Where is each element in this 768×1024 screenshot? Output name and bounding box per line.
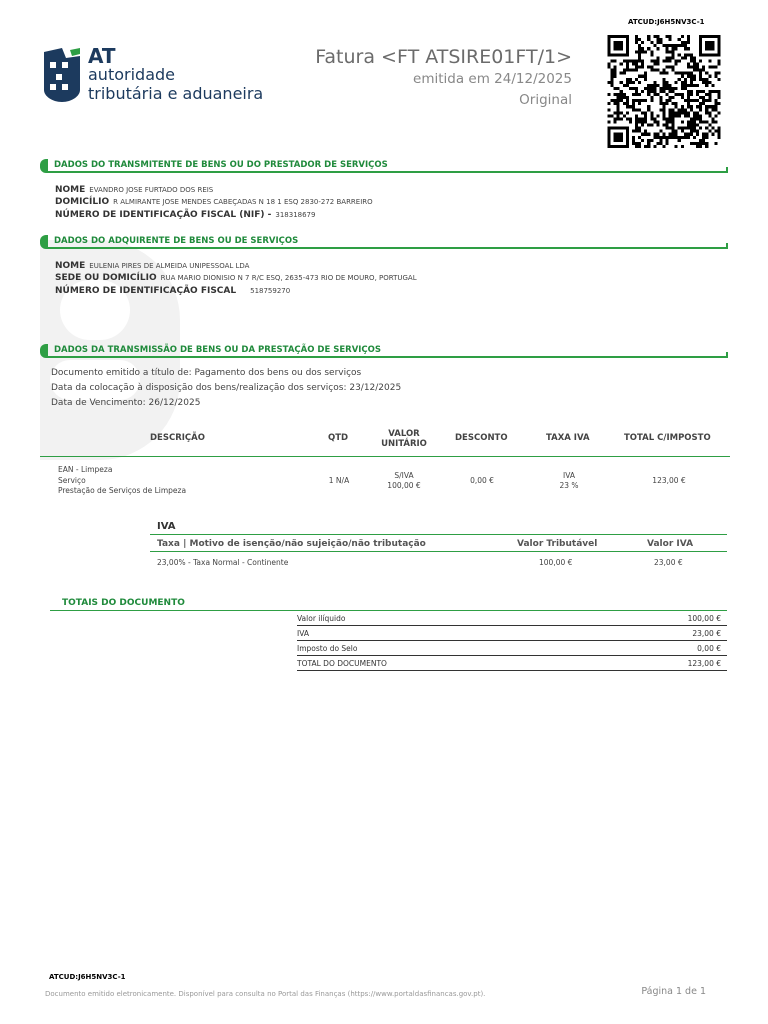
section-title: DADOS DO ADQUIRENTE DE BENS OU DE SERVIÇOS <box>54 236 299 246</box>
iva-value: 23,00 € <box>654 558 683 567</box>
iva-col-value: Valor IVA <box>647 539 694 549</box>
iva-col-base: Valor Tributável <box>517 539 598 549</box>
field-label: NOME <box>55 261 86 271</box>
field-label: NOME <box>55 185 86 195</box>
transmission-service-date: Data da colocação à disposição dos bens/realização dos serviços: 23/12/2025 <box>51 383 402 393</box>
item-desc-line1: EAN - Limpeza <box>58 465 113 474</box>
coat-of-arms-icon <box>40 46 84 104</box>
sender-address: R ALMIRANTE JOSE MENDES CABEÇADAS N 18 1 ESQ 2830-272 BARREIRO <box>113 198 373 206</box>
qr-code <box>605 35 723 148</box>
sender-nif-row <box>55 202 315 221</box>
at-logo <box>40 46 270 106</box>
atcud-code: ATCUD:J6H5NV3C-1 <box>628 18 705 26</box>
col-tax: TAXA IVA <box>546 433 590 443</box>
sender-nif: 318318679 <box>275 211 316 219</box>
totals-value: 100,00 € <box>687 614 721 623</box>
item-qty: 1 N/A <box>328 476 350 485</box>
item-desc-line2: Serviço <box>58 476 86 485</box>
totals-title: TOTAIS DO DOCUMENTO <box>62 598 185 608</box>
footer-note: Documento emitido eletronicamente. Disponível para consulta no Portal das Finanças (https://www.portaldasfinancas.gov.pt). <box>45 990 486 998</box>
totals-value: 0,00 € <box>697 644 721 653</box>
field-label: NÚMERO DE IDENTIFICAÇÃO FISCAL (NIF) - <box>55 210 272 220</box>
totals-label: TOTAL DO DOCUMENTO <box>297 659 387 668</box>
logo-short: AT <box>88 44 116 68</box>
col-total: TOTAL C/IMPOSTO <box>624 433 711 443</box>
totals-row <box>297 611 727 626</box>
document-title: Fatura <FT ATSIRE01FT/1> <box>315 46 572 68</box>
iva-rate: 23,00% - Taxa Normal - Continente <box>157 558 289 567</box>
field-label: DOMICÍLIO <box>55 197 110 207</box>
logo-line-2: tributária e aduaneira <box>88 84 264 103</box>
buyer-nif-row <box>55 278 290 297</box>
iva-base: 100,00 € <box>539 558 573 567</box>
col-unit-value <box>381 429 427 449</box>
buyer-name: EULENIA PIRES DE ALMEIDA UNIPESSOAL LDA <box>89 262 250 270</box>
totals-value: 123,00 € <box>687 659 721 668</box>
totals-row <box>297 641 727 656</box>
iva-top-rule <box>150 534 727 535</box>
item-unit-line1: S/IVA <box>394 471 414 480</box>
buyer-address: RUA MARIO DIONISIO N 7 R/C ESQ, 2635-473 RIO DE MOURO, PORTUGAL <box>160 274 417 282</box>
transmission-purpose: Documento emitido a título de: Pagamento dos bens ou dos serviços <box>51 368 362 378</box>
iva-header-rule <box>150 551 727 552</box>
item-tax-line2: 23 % <box>559 481 579 490</box>
totals-label: Imposto do Selo <box>297 644 358 653</box>
copy-type: Original <box>519 92 572 108</box>
col-unit-value-line2: UNITÁRIO <box>381 439 427 449</box>
section-transmission <box>40 344 728 358</box>
iva-title: IVA <box>157 521 176 532</box>
item-unit-line2: 100,00 € <box>387 481 421 490</box>
item-total: 123,00 € <box>652 476 686 485</box>
item-desc-line3: Prestação de Serviços de Limpeza <box>58 486 187 495</box>
totals-label: IVA <box>297 629 309 638</box>
totals-row-grand <box>297 656 727 671</box>
field-label: NÚMERO DE IDENTIFICAÇÃO FISCAL <box>55 286 237 296</box>
totals-label: Valor ilíquido <box>297 614 346 623</box>
transmission-due-date: Data de Vencimento: 26/12/2025 <box>51 398 201 408</box>
section-title: DADOS DA TRANSMISSÃO DE BENS OU DA PRESTAÇÃO DE SERVIÇOS <box>54 345 382 355</box>
logo-line-1: autoridade <box>88 65 175 84</box>
totals-row <box>297 626 727 641</box>
item-tax-line1: IVA <box>563 471 575 480</box>
section-buyer <box>40 235 728 249</box>
field-label: SEDE OU DOMICÍLIO <box>55 273 157 283</box>
col-qty: QTD <box>328 433 349 443</box>
footer-atcud: ATCUD:J6H5NV3C-1 <box>49 973 126 981</box>
iva-col-rate: Taxa | Motivo de isenção/não sujeição/não tributação <box>157 539 426 549</box>
page-number: Página 1 de 1 <box>641 986 706 997</box>
sender-name: EVANDRO JOSE FURTADO DOS REIS <box>89 186 214 194</box>
issue-date: emitida em 24/12/2025 <box>413 71 572 87</box>
table-header-rule <box>40 456 730 457</box>
col-discount: DESCONTO <box>455 433 508 443</box>
section-sender <box>40 159 728 173</box>
col-unit-value-line1: VALOR <box>388 429 420 439</box>
buyer-nif: 518759270 <box>250 287 291 295</box>
item-discount: 0,00 € <box>470 476 494 485</box>
col-description: DESCRIÇÃO <box>150 433 205 443</box>
totals-value: 23,00 € <box>692 629 721 638</box>
section-title: DADOS DO TRANSMITENTE DE BENS OU DO PRESTADOR DE SERVIÇOS <box>54 160 388 170</box>
